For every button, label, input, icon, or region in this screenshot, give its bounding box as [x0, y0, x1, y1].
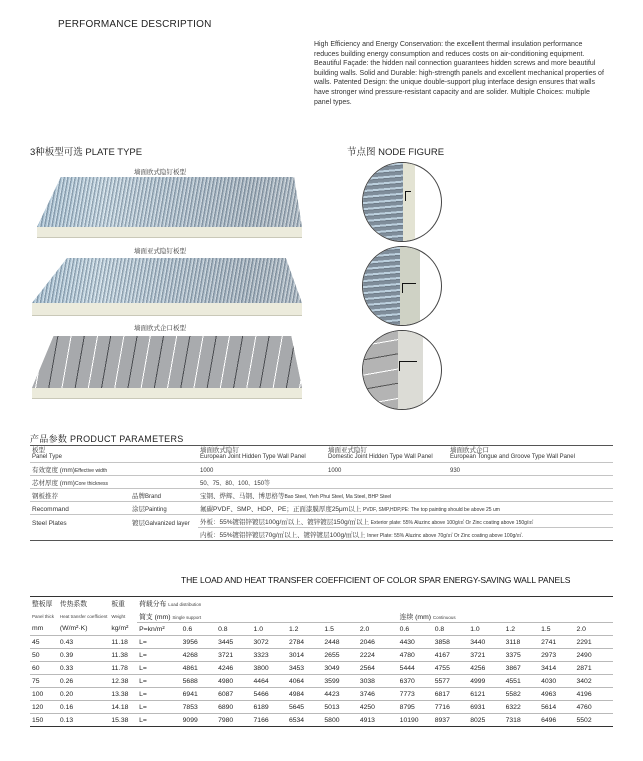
continuous-cell: 3118 [504, 636, 539, 649]
single-support-cell: 4250 [358, 701, 397, 714]
col-domestic-hidden-cn: 墙面亚式隐钉 [328, 447, 367, 454]
length-label-cell: L= [137, 636, 181, 649]
effective-width-european-tongue: 930 [448, 463, 613, 476]
single-support-cell: 6087 [216, 688, 251, 701]
performance-description: High Efficiency and Energy Conservation: the excellent thermal insulation performance reduces building energy consumption and reduces costs on air-conditioning equipment. Beautiful Façade: the hidden nail connection guarantees hidden screws and more beautiful building walls. Solid and Durable: high-strength panels and excellent mechanical properties of walls. Patented Design: the unique double-support plug interface design ensures that walls have stronger wind pressure-resistant capacity and are solider. Multiple Choices: multiple panel types. [314, 41, 604, 106]
continuous-cell: 5582 [504, 688, 539, 701]
pressure-continuous: 0.6 [397, 623, 433, 636]
params-row-effective-width [30, 463, 613, 476]
galvanized-inner-cn: 内板：55%镀铝锌镀层70g/㎡以上、镀锌镀层100g/㎡以上 [200, 532, 366, 539]
continuous-cell: 6496 [539, 714, 574, 727]
pressure-single: 1.2 [287, 623, 322, 636]
single-support-header-en: Single support [172, 614, 202, 620]
brand-label-cn: 品牌 [132, 493, 145, 500]
continuous-cell: 2741 [539, 636, 574, 649]
continuous-cell: 6322 [504, 701, 539, 714]
continuous-cell: 4963 [539, 688, 574, 701]
length-label-cell: L= [137, 688, 181, 701]
continuous-cell: 7773 [397, 688, 433, 701]
continuous-cell: 4030 [539, 675, 574, 688]
weight-header-en: Weight [111, 613, 126, 619]
pressure-single: 1.5 [322, 623, 357, 636]
continuous-cell: 4167 [433, 649, 468, 662]
weight-cell: 13.38 [109, 688, 137, 701]
load-heat-transfer-table [30, 596, 613, 727]
continuous-cell: 6370 [397, 675, 433, 688]
continuous-cell: 5444 [397, 662, 433, 675]
continuous-cell: 7318 [504, 714, 539, 727]
continuous-cell: 2490 [575, 649, 614, 662]
continuous-cell: 3402 [575, 675, 614, 688]
product-parameters-title: 产品参数 PRODUCT PARAMETERS [30, 434, 184, 444]
table-row [30, 714, 613, 727]
panel-label-european-hidden: 墙面欧式隐钉板型 [134, 169, 186, 176]
continuous-cell: 4755 [433, 662, 468, 675]
weight-unit: kg/m² [109, 623, 137, 636]
single-support-cell: 3453 [287, 662, 322, 675]
panel-thick-cell: 50 [30, 649, 58, 662]
single-support-cell: 5800 [322, 714, 357, 727]
pressure-continuous: 1.0 [468, 623, 503, 636]
params-row-galvanized-exterior [30, 515, 613, 528]
plate-type-title: 3种板型可选 PLATE TYPE [30, 147, 143, 158]
panel-thick-cell: 120 [30, 701, 58, 714]
single-support-cell: 3599 [322, 675, 357, 688]
heat-transfer-cell: 0.43 [58, 636, 109, 649]
single-support-cell: 4423 [322, 688, 357, 701]
panel-type-label-cn: 板型 [32, 447, 45, 454]
single-support-cell: 4913 [358, 714, 397, 727]
panel-image-domestic-hidden [32, 258, 302, 318]
col-domestic-hidden-en: Domestic Joint Hidden Type Wall Panel [328, 454, 433, 460]
continuous-cell: 10190 [397, 714, 433, 727]
weight-header-cn: 板重 [109, 597, 137, 610]
heat-transfer-cell: 0.26 [58, 675, 109, 688]
galvanized-exterior-en: Exterior plate: 55% Aluzinc above 100g/㎡ Or Zinc coating above 150g/㎡ [370, 520, 534, 526]
thick-header-en: Panel thick [32, 613, 55, 619]
single-support-cell: 3956 [181, 636, 216, 649]
panel-thick-cell: 150 [30, 714, 58, 727]
continuous-cell: 4256 [468, 662, 503, 675]
continuous-cell: 8795 [397, 701, 433, 714]
effective-width-european-hidden: 1000 [198, 463, 326, 476]
params-header-row [30, 446, 613, 463]
single-support-cell: 2448 [322, 636, 357, 649]
continuous-cell: 2871 [575, 662, 614, 675]
load-header-row-2 [30, 610, 613, 623]
panel-label-domestic-hidden: 墙面亚式隐钉板型 [134, 248, 186, 255]
single-support-cell: 5466 [252, 688, 287, 701]
steel-recommend-label-cn: 钢板推荐 [32, 493, 58, 500]
pressure-continuous: 1.2 [504, 623, 539, 636]
load-table-title: THE LOAD AND HEAT TRANSFER COEFFICIENT OF COLOR SPAR ENERGY-SAVING WALL PANELS [181, 575, 571, 585]
col-european-hidden-cn: 墙面欧式隐钉 [200, 447, 239, 454]
single-support-cell: 4064 [287, 675, 322, 688]
table-row [30, 636, 613, 649]
pressure-single: 0.8 [216, 623, 251, 636]
panel-thick-cell: 75 [30, 675, 58, 688]
weight-cell: 15.38 [109, 714, 137, 727]
steel-recommend-label-en2: Steel Plates [32, 519, 67, 527]
continuous-cell: 5502 [575, 714, 614, 727]
continuous-cell: 2291 [575, 636, 614, 649]
continuous-cell: 3414 [539, 662, 574, 675]
single-support-cell: 6941 [181, 688, 216, 701]
single-support-cell: 3445 [216, 636, 251, 649]
single-support-cell: 5013 [322, 701, 357, 714]
single-support-cell: 2784 [287, 636, 322, 649]
pressure-label: P=kn/m² [137, 623, 181, 636]
continuous-cell: 4780 [397, 649, 433, 662]
painting-label-en: Painting [145, 507, 167, 513]
pressure-continuous: 1.5 [539, 623, 574, 636]
core-thickness-label-en: Core thickness [74, 481, 109, 487]
steel-recommend-label-en1: Recommand [32, 506, 69, 513]
panel-image-european-tongue [32, 336, 302, 402]
continuous-cell: 8937 [433, 714, 468, 727]
pressure-continuous: 0.8 [433, 623, 468, 636]
single-support-cell: 3014 [287, 649, 322, 662]
single-support-cell: 3038 [358, 675, 397, 688]
galvanized-exterior-cn: 外板：55%镀铝锌镀层100g/㎡以上、镀锌镀层150g/㎡以上 [200, 519, 370, 526]
single-support-cell: 7166 [252, 714, 287, 727]
continuous-cell: 5614 [539, 701, 574, 714]
length-label-cell: L= [137, 701, 181, 714]
effective-width-label-en: Effective width [74, 468, 108, 474]
weight-cell: 14.18 [109, 701, 137, 714]
load-header-cn: 荷载分布 [139, 601, 167, 609]
continuous-header-cn: 连续 (mm) [399, 613, 432, 621]
brand-value-cn: 宝钢、烨辉、马钢、博思格等 [200, 493, 285, 500]
node-figure-european-hidden [362, 162, 442, 242]
single-support-cell: 2564 [358, 662, 397, 675]
single-support-cell: 2655 [322, 649, 357, 662]
table-row [30, 662, 613, 675]
galvanized-label-cn: 镀层 [132, 519, 145, 527]
heat-transfer-cell: 0.20 [58, 688, 109, 701]
length-label-cell: L= [137, 675, 181, 688]
single-support-cell: 3800 [252, 662, 287, 675]
single-support-cell: 6890 [216, 701, 251, 714]
table-row [30, 701, 613, 714]
panel-label-european-tongue: 墙面欧式企口板型 [134, 325, 186, 332]
single-support-cell: 4861 [181, 662, 216, 675]
single-support-cell: 7853 [181, 701, 216, 714]
continuous-cell: 4760 [575, 701, 614, 714]
panel-thick-cell: 45 [30, 636, 58, 649]
length-label-cell: L= [137, 714, 181, 727]
continuous-cell: 4999 [468, 675, 503, 688]
single-support-cell: 4464 [252, 675, 287, 688]
params-row-core-thickness [30, 476, 613, 489]
node-figure-european-tongue [362, 330, 442, 410]
single-support-cell: 2046 [358, 636, 397, 649]
single-support-header-cn: 简支 (mm) [139, 613, 171, 621]
col-european-tongue-cn: 墙面欧式企口 [450, 447, 489, 454]
node-figure-title: 节点图 NODE FIGURE [347, 147, 445, 158]
weight-cell: 11.38 [109, 649, 137, 662]
continuous-cell: 5577 [433, 675, 468, 688]
table-row [30, 675, 613, 688]
core-thickness-value: 50、75、80、100、150等 [198, 476, 613, 489]
brand-label-en: Brand [145, 494, 162, 500]
heat-transfer-cell: 0.13 [58, 714, 109, 727]
load-header-row-1 [30, 597, 613, 610]
single-support-cell: 5645 [287, 701, 322, 714]
effective-width-domestic-hidden: 1000 [326, 463, 448, 476]
params-row-painting [30, 502, 613, 515]
node-figure-domestic-hidden [362, 246, 442, 326]
heat-header-cn: 传热系数 [58, 597, 109, 610]
single-support-cell: 4268 [181, 649, 216, 662]
galvanized-label-en: Galvanized layer [145, 520, 190, 527]
single-support-cell: 3049 [322, 662, 357, 675]
single-support-cell: 3072 [252, 636, 287, 649]
single-support-cell: 4246 [216, 662, 251, 675]
col-european-tongue-en: European Tongue and Groove Type Wall Panel [450, 454, 575, 460]
panel-type-label-en: Panel Type [32, 454, 62, 460]
thick-header-cn: 整板厚 [30, 597, 58, 610]
continuous-cell: 3440 [468, 636, 503, 649]
weight-cell: 11.78 [109, 662, 137, 675]
pressure-single: 1.0 [252, 623, 287, 636]
continuous-cell: 3375 [504, 649, 539, 662]
continuous-cell: 4196 [575, 688, 614, 701]
load-header-en: Load distribution [168, 602, 202, 608]
panel-thick-cell: 100 [30, 688, 58, 701]
continuous-cell: 2973 [539, 649, 574, 662]
continuous-header-en: Continuous [432, 614, 456, 620]
effective-width-label-cn: 有效宽度 (mm) [32, 467, 75, 474]
weight-cell: 11.18 [109, 636, 137, 649]
pressure-continuous: 2.0 [575, 623, 614, 636]
weight-cell: 12.38 [109, 675, 137, 688]
continuous-cell: 6931 [468, 701, 503, 714]
load-header-row-3 [30, 623, 613, 636]
continuous-cell: 3867 [504, 662, 539, 675]
heat-transfer-cell: 0.33 [58, 662, 109, 675]
brand-value-en: Bao Steel, Yieh Phui Steel, Ma Steel, BHP Steel [284, 494, 392, 500]
single-support-cell: 2224 [358, 649, 397, 662]
table-row [30, 688, 613, 701]
col-european-hidden-en: European Joint Hidden Type Wall Panel [200, 454, 306, 460]
painting-label-cn: 涂层 [132, 506, 145, 513]
continuous-cell: 7716 [433, 701, 468, 714]
product-parameters-table [30, 445, 613, 541]
heat-unit: (W/m²·K) [58, 623, 109, 636]
performance-title: PERFORMANCE DESCRIPTION [58, 19, 212, 30]
params-row-brand [30, 489, 613, 502]
thick-unit: mm [30, 623, 58, 636]
heat-header-en: Heat transfer coefficient [59, 613, 108, 619]
heat-transfer-cell: 0.16 [58, 701, 109, 714]
single-support-cell: 7980 [216, 714, 251, 727]
continuous-cell: 6121 [468, 688, 503, 701]
continuous-cell: 8025 [468, 714, 503, 727]
length-label-cell: L= [137, 662, 181, 675]
table-row [30, 649, 613, 662]
single-support-cell: 3721 [216, 649, 251, 662]
single-support-cell: 4980 [216, 675, 251, 688]
painting-value-cn: 氟碳PVDF、SMP、HDP、PE；正面漆膜厚度25μm以上 [200, 506, 362, 513]
panel-image-european-hidden [37, 177, 302, 240]
single-support-cell: 3746 [358, 688, 397, 701]
panel-thick-cell: 60 [30, 662, 58, 675]
continuous-cell: 4430 [397, 636, 433, 649]
single-support-cell: 6189 [252, 701, 287, 714]
single-support-cell: 5688 [181, 675, 216, 688]
pressure-single: 0.6 [181, 623, 216, 636]
length-label-cell: L= [137, 649, 181, 662]
galvanized-inner-en: Inner Plate: 55% Aluzinc above 70g/㎡ Or Zinc coating above 100g/㎡. [367, 533, 524, 539]
continuous-cell: 4551 [504, 675, 539, 688]
single-support-cell: 4984 [287, 688, 322, 701]
continuous-cell: 6817 [433, 688, 468, 701]
continuous-cell: 3858 [433, 636, 468, 649]
pressure-single: 2.0 [358, 623, 397, 636]
single-support-cell: 9099 [181, 714, 216, 727]
params-row-galvanized-inner [30, 528, 613, 541]
single-support-cell: 3323 [252, 649, 287, 662]
core-thickness-label-cn: 芯材厚度 (mm) [32, 480, 75, 487]
painting-value-en: PVDF, SMP,HDP,PE: The top painting should be above 25 um [362, 507, 500, 513]
heat-transfer-cell: 0.39 [58, 649, 109, 662]
single-support-cell: 6534 [287, 714, 322, 727]
continuous-cell: 3721 [468, 649, 503, 662]
